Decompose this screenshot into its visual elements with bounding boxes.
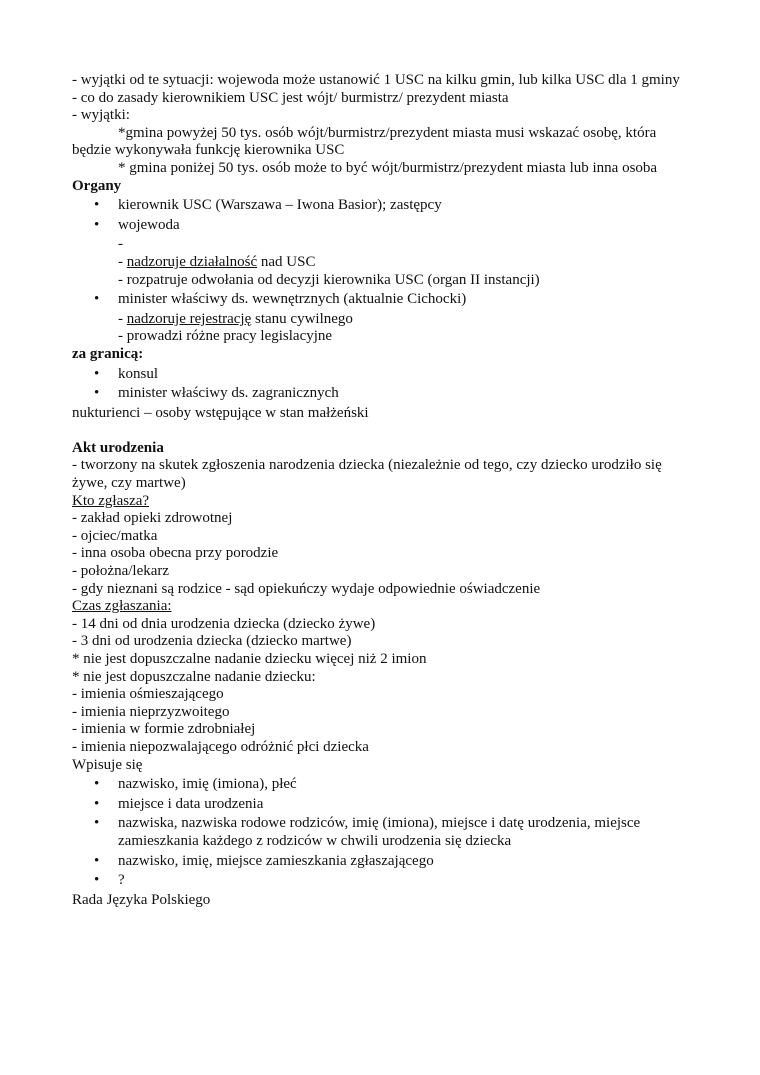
list-item-text: ? [118,872,125,889]
list-item-text: kierownik USC (Warszawa – Iwona Basior); zastępcy [118,197,442,214]
time-line: - imienia niepozwalającego odróżnić płci dziecka [72,738,369,755]
akt-heading: Akt urodzenia [72,439,164,456]
sub-line-suffix: nad USC [257,253,316,270]
document-page [72,72,692,909]
list-item [72,815,692,850]
akt-description: - tworzony na skutek zgłoszenia narodzenia dziecka (niezależnie od tego, czy dziecko urodziło się żywe, czy martwe) [72,457,666,492]
definition-line: nukturienci – osoby wstępujące w stan małżeński [72,404,369,421]
bullet-icon: • [94,365,100,382]
sub-line: - rozpatruje odwołania od decyzji kierownika USC (organ II instancji) [118,271,540,288]
bullet-icon: • [94,197,100,214]
time-line: - 3 dni od urodzenia dziecka (dziecko martwe) [72,633,352,650]
list-item-text: konsul [118,365,159,382]
spacer [72,422,692,440]
sub-line: - prowadzi różne pracy legislacyjne [118,328,333,345]
sub-line [72,311,692,329]
bullet-icon: • [94,216,100,233]
list-item [72,217,692,235]
list-item [72,291,692,309]
bullet-icon: • [94,815,100,832]
list-item [72,796,692,814]
sub-line-suffix: stanu cywilnego [251,310,353,327]
list-item-text: nazwisko, imię, miejsce zamieszkania zgłaszającego [118,852,434,869]
who-line: - inna osoba obecna przy porodzie [72,545,279,562]
who-line: - położna/lekarz [72,563,170,580]
underlined-phrase: nadzoruje rejestrację [126,310,252,327]
exception-line: *gmina powyżej 50 tys. osób wójt/burmistrz/prezydent miasta musi wskazać osobę, która [118,124,657,141]
bullet-icon: • [94,776,100,793]
bullet-icon: • [94,291,100,308]
list-item [72,197,692,215]
abroad-heading: za granicą: [72,345,144,362]
organy-heading: Organy [72,177,122,194]
exception-line: * gmina poniżej 50 tys. osób może to być wójt/burmistrz/prezydent miasta lub inna osoba [118,159,658,176]
list-item-text: minister właściwy ds. zagranicznych [118,385,339,402]
underlined-phrase: nadzoruje działalność [126,253,258,270]
sub-line [72,254,692,272]
bullet-icon: • [94,385,100,402]
bullet-icon: • [94,872,100,889]
bullet-icon: • [94,852,100,869]
sub-line-prefix: - [118,253,127,270]
time-heading: Czas zgłaszania: [72,598,172,615]
time-line: - 14 dni od dnia urodzenia dziecka (dziecko żywe) [72,615,376,632]
time-line: - imienia ośmieszającego [72,686,224,703]
exception-line: będzie wykonywała funkcję kierownika USC [72,142,345,159]
list-item-text: wojewoda [118,216,180,233]
list-item [72,776,692,794]
intro-line: - co do zasady kierownikiem USC jest wójt/ burmistrz/ prezydent miasta [72,89,509,106]
footer-line: Rada Języka Polskiego [72,891,211,908]
list-item [72,366,692,384]
list-item [72,853,692,871]
who-line: - gdy nieznani są rodzice - sąd opiekuńczy wydaje odpowiednie oświadczenie [72,580,541,597]
sub-line-prefix: - [118,310,127,327]
list-item [72,385,692,403]
bullet-icon: • [94,795,100,812]
time-line: - imienia nieprzyzwoitego [72,703,230,720]
list-item-text: minister właściwy ds. wewnętrznych (aktualnie Cichocki) [118,291,467,308]
list-item-text: nazwiska, nazwiska rodowe rodziców, imię (imiona), miejsce i datę urodzenia, miejsce zamieszkania każdego z rodziców w chwili urodzenia się dziecka [118,815,641,849]
intro-line: - wyjątki: [72,107,130,124]
time-line: - imienia w formie zdrobniałej [72,721,256,738]
sub-line: - [118,236,123,253]
time-line: * nie jest dopuszczalne nadanie dziecku: [72,668,316,685]
wpisuje-heading: Wpisuje się [72,756,143,773]
who-heading: Kto zgłasza? [72,492,150,509]
intro-line: - wyjątki od te sytuacji: wojewoda może ustanowić 1 USC na kilku gmin, lub kilka USC dla 1 gminy [72,72,680,88]
list-item-text: miejsce i data urodzenia [118,795,264,812]
time-line: * nie jest dopuszczalne nadanie dziecku więcej niż 2 imion [72,651,427,667]
list-item-text: nazwisko, imię (imiona), płeć [118,776,297,793]
list-item [72,872,692,890]
who-line: - zakład opieki zdrowotnej [72,510,233,527]
who-line: - ojciec/matka [72,527,158,544]
